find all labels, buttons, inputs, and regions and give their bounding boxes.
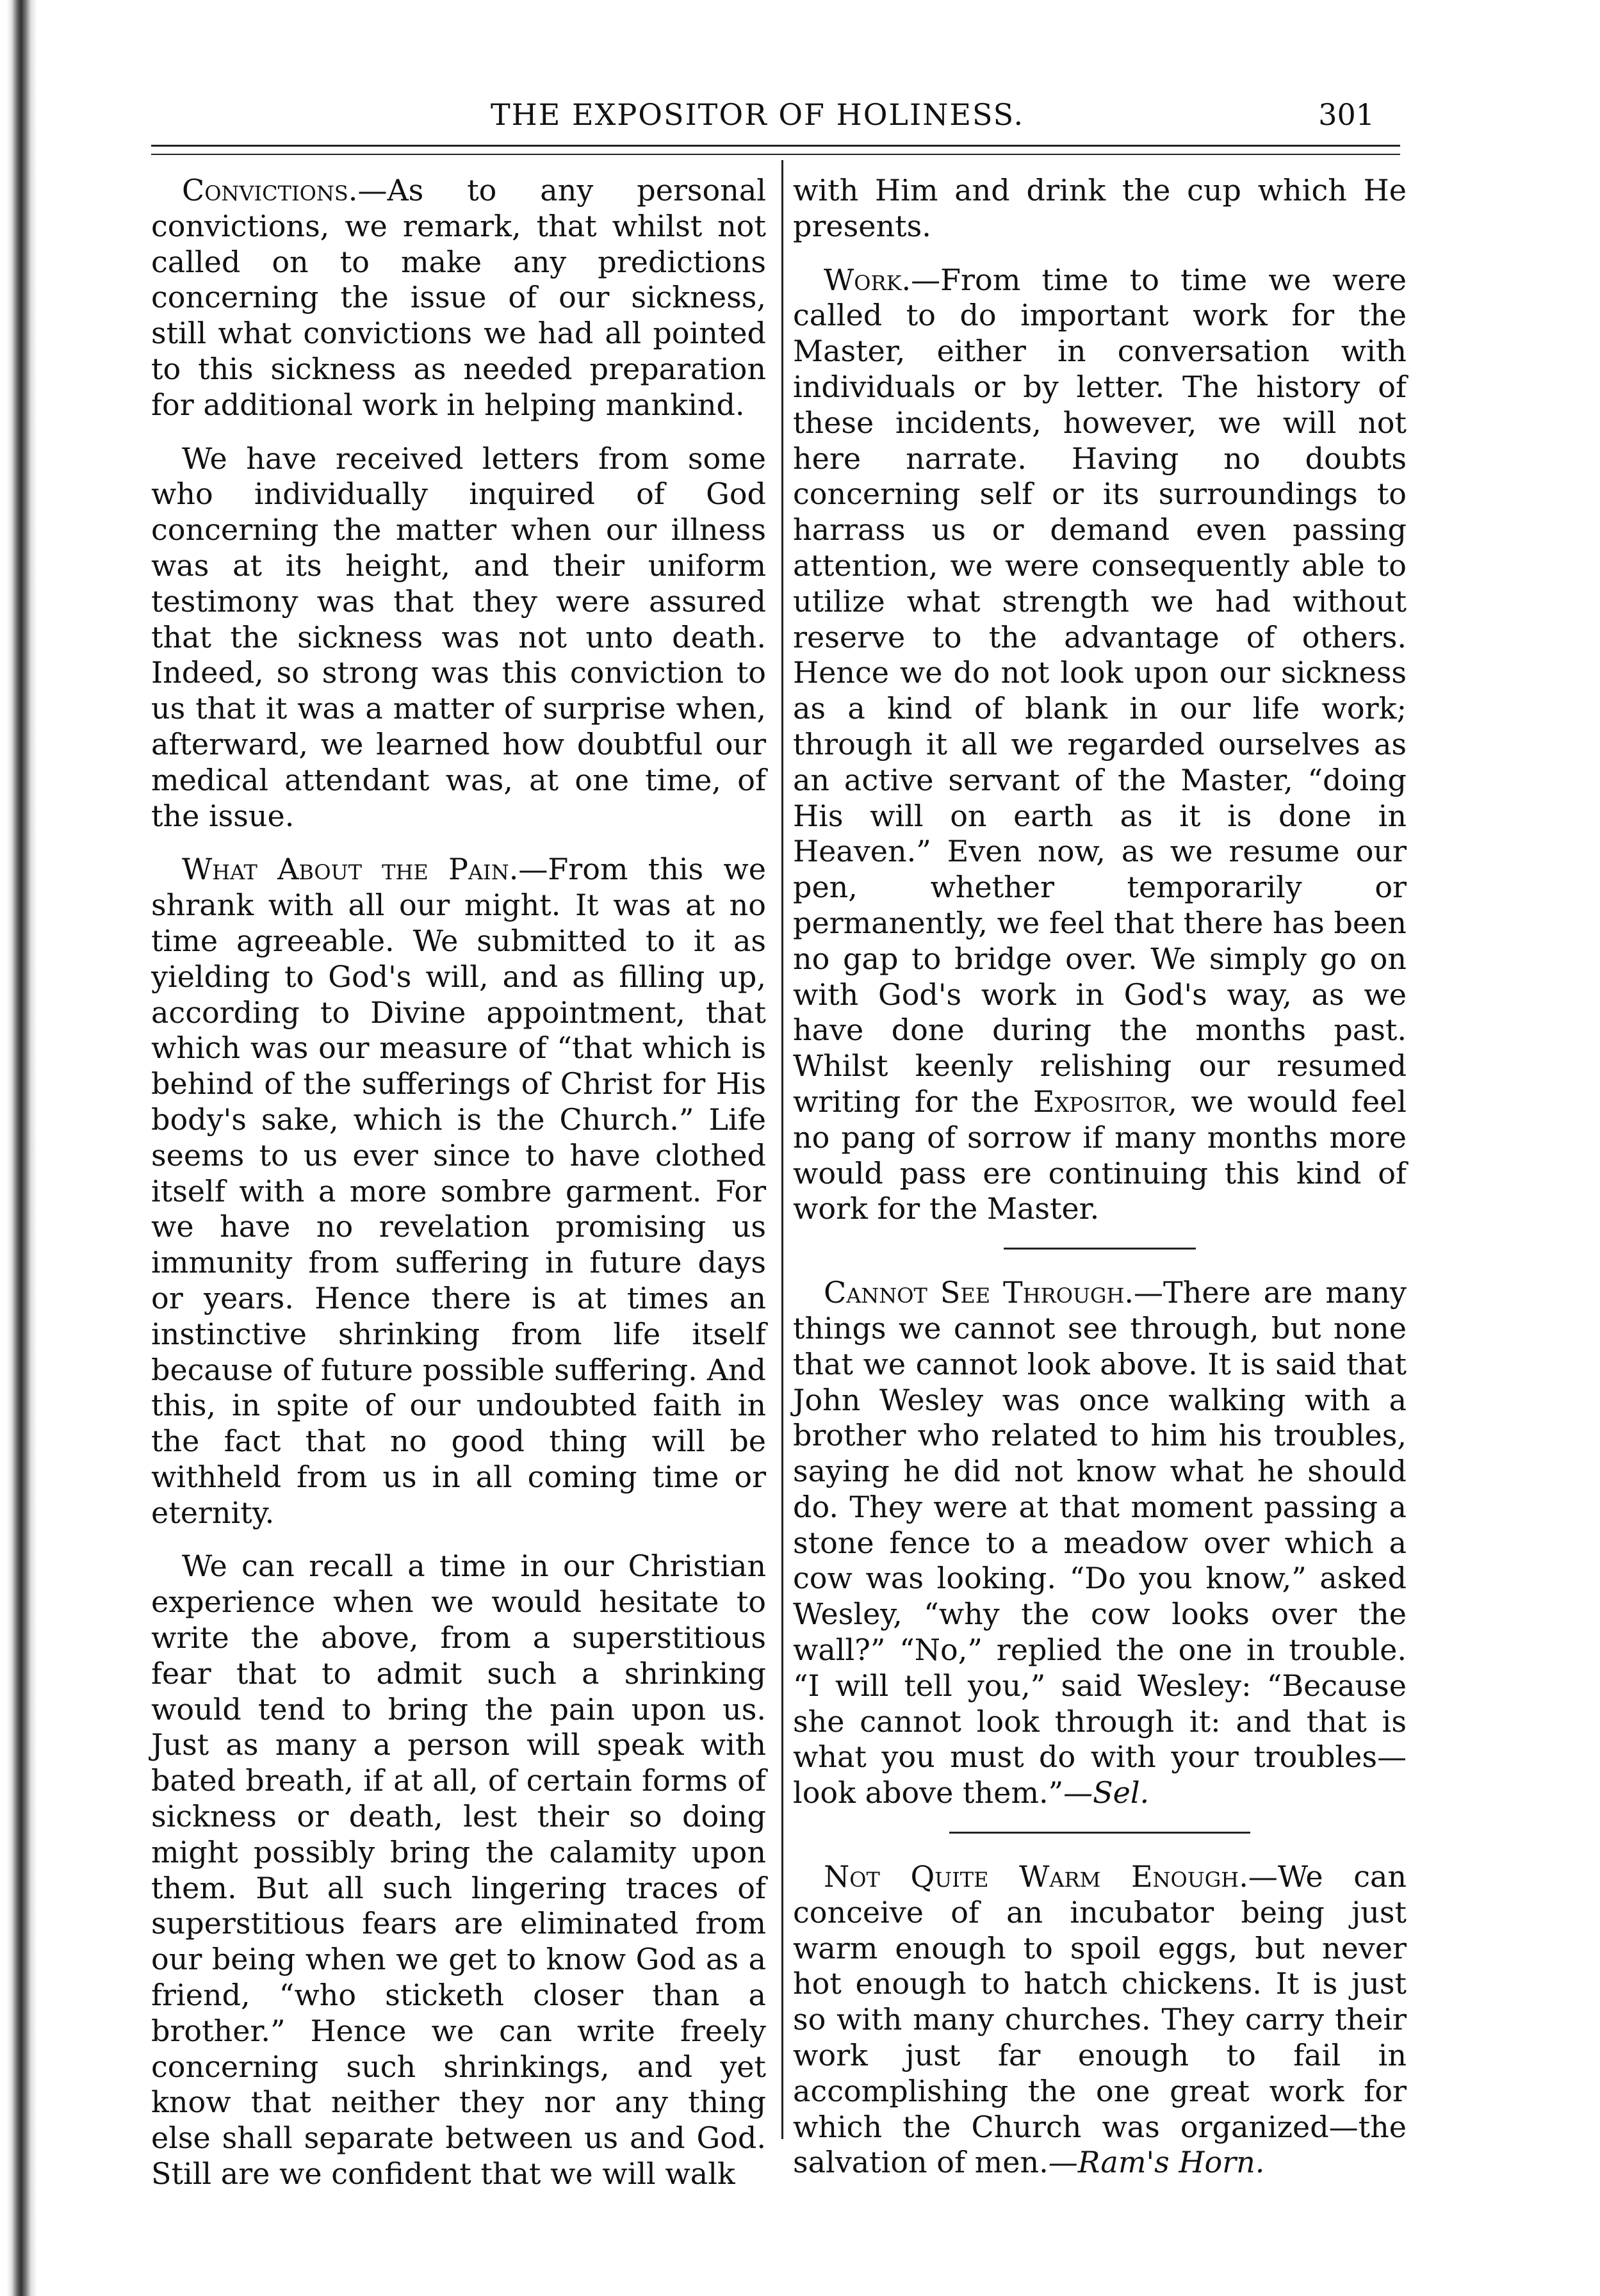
running-head xyxy=(151,97,1400,142)
source-attribution: —Sel. xyxy=(1063,1775,1150,1811)
paragraph-text: We can recall a time in our Christian experience when we would hesitate to write the above, from a superstitious fear that to admit such a shrinking would tend to bring the pain upon us. Just as many a person will speak with bated breath, if at all, of certain forms of sickness or death, lest their so doing might possibly bring the calamity upon them. But all such lingering traces of superstitious fears are eliminated from our being when we get to know God as a friend, “who sticketh closer than a brother.” Hence we can write freely concerning such shrinkings, and yet know that neither they nor any thing else shall separate between us and God. Still are we confident that we will walk xyxy=(151,1549,766,2192)
paragraph-heading: Work. xyxy=(824,262,911,297)
paragraph-text: with Him and drink the cup which He presents. xyxy=(793,173,1407,243)
header-rule-double xyxy=(151,154,1400,155)
paragraph-heading: Not Quite Warm Enough. xyxy=(824,1859,1248,1894)
paragraph-text: —As to any personal convictions, we remark, that whilst not called on to make any predictions concerning the issue of our sickness, still what convictions we had all pointed to this sickness as needed preparation for additional work in helping mankind. xyxy=(151,173,766,422)
paragraph-heading: What About the Pain. xyxy=(182,852,519,887)
page-title: THE EXPOSITOR OF HOLINESS. xyxy=(491,97,1025,132)
section-divider xyxy=(949,1832,1250,1834)
section-divider xyxy=(1004,1248,1196,1250)
paragraph-heading: Cannot See Through. xyxy=(824,1275,1134,1310)
paragraph-pain xyxy=(151,852,766,1531)
paragraph-convictions xyxy=(151,173,766,423)
paragraph-heading: Convictions. xyxy=(182,173,358,208)
source-attribution: —Ram's Horn. xyxy=(1048,2145,1265,2180)
paragraph-text: —From time to time we were called to do important work for the Master, either in conversation with individuals or by letter. The history of these incidents, however, we will not here narrate. Having no doubts concerning self or its surroundings to harrass us or demand even passing attention, we were consequently able to utilize what strength we had without reserve to the advantage of others. Hence we do not look upon our sickness as a kind of blank in our life work; through it all we regarded ourselves as an active servant of the Master, “doing His will on earth as it is done in Heaven.” Even now, as we resume our pen, whether temporarily or permanently, we feel that there has been no gap to bridge over. We simply go on with God's work in God's way, as we have done during the months past. Whilst keenly relishing our resumed writing for the xyxy=(793,262,1407,1119)
paragraph-not-quite-warm xyxy=(793,1859,1407,2181)
header-rule xyxy=(151,145,1400,147)
left-column xyxy=(151,173,766,2192)
paragraph-recall xyxy=(151,1549,766,2192)
paragraph-letters xyxy=(151,441,766,835)
paragraph-text: —From this we shrank with all our might. It was at no time agreeable. We submitted to it as yielding to God's will, and as filling up, according to Divine appointment, that which was our measure of “that which is behind of the sufferings of Christ for His body's sake, which is the Church.” Life seems to us ever since to have clothed itself with a more sombre garment. For we have no revelation promising us immunity from suffering in future days or years. Hence there is at times an instinctive shrinking from life itself because of future possible suffering. And this, in spite of our undoubted faith in the fact that no good thing will be withheld from us in all coming time or eternity. xyxy=(151,852,766,1530)
expositor-name: Expositor xyxy=(1033,1084,1168,1119)
right-column xyxy=(793,173,1407,2181)
binding-edge xyxy=(0,0,37,2296)
paragraph-cannot-see-through xyxy=(793,1275,1407,1811)
paragraph-continuation xyxy=(793,173,1407,245)
paragraph-text: We have received letters from some who individually inquired of God concerning the matter when our illness was at its height, and their uniform testimony was that they were assured that the sickness was not unto death. Indeed, so strong was this conviction to us that it was a matter of surprise when, afterward, we learned how doubtful our medical attendant was, at one time, of the issue. xyxy=(151,441,766,833)
paragraph-text-end: , we would feel no pang of sorrow if many months more would pass ere continuing this kind of work for the Master. xyxy=(793,1084,1407,1226)
column-divider xyxy=(781,160,783,2139)
paragraph-text: —We can conceive of an incubator being just warm enough to spoil eggs, but never hot enough to hatch chickens. It is just so with many churches. They carry their work just far enough to fail in accomplishing the one great work for which the Church was organized—the salvation of men. xyxy=(793,1859,1407,2180)
paragraph-work xyxy=(793,263,1407,1228)
page-number: 301 xyxy=(1318,97,1375,132)
paragraph-text: —There are many things we cannot see through, but none that we cannot look above. It is said that John Wesley was once walking with a brother who related to him his troubles, saying he did not know what he should do. They were at that moment passing a stone fence to a meadow over which a cow was looking. “Do you know,” asked Wesley, “why the cow looks over the wall?” “No,” replied the one in trouble. “I will tell you,” said Wesley: “Because she cannot look through it: and that is what you must do with your troubles—look above them.” xyxy=(793,1275,1407,1811)
